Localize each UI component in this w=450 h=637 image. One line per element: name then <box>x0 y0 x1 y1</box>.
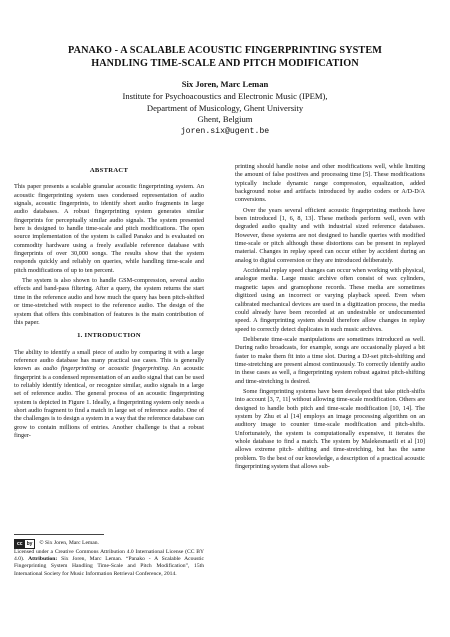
left-column <box>14 160 204 440</box>
intro-text-b: . An acoustic fingerprint is a condensed representation of an audio signal that can be used to reliably identify identical, or recognize similar, audio signals in a large set of reference audio. The general process of an acoustic fingerprinting system is depicted in Figure 1. Ideally, a fingerprinting system only needs a short audio fragment to find a match in large set of reference audio. One of the challenges is to design a system in a way that the reference database can grow to contain millions of entries. Another challenge is that a robust finger- <box>14 365 204 439</box>
right-paragraph-3: Accidental replay speed changes can occur when working with physical, analogue media. Large music archive often consist of wax cylinders, magnetic tapes and gramophone records. These media are sometimes digitized using an incorrect or varying playback speed. Even when calibrated mechanical devices are used in a digitization process, the media could already have been recorded at an undesirable or undocumented speed. A fingerprinting system should therefore allow changes in replay speed to correctly detect duplicates in such music archives. <box>235 267 425 333</box>
abstract-paragraph-2: The system is also shown to handle GSM-compression, several audio effects and band-pass filtering. After a query, the system returns the start time in the reference audio and how much the query has been pitch-shifted or time-stretched with respect to the reference audio. The design of the system that offers this combination of features is the main contribution of this paper. <box>14 277 204 326</box>
right-paragraph-1: printing should handle noise and other modifications well, while limiting the amount of false positives and processing time [5]. These modifications typically include dynamic range compression, equalization, added background noise and artifacts introduced by audio coders or A/D-D/A conversions. <box>235 163 425 204</box>
license-footnote <box>14 534 204 578</box>
title-line-2: HANDLING TIME-SCALE AND PITCH MODIFICATION <box>91 58 359 69</box>
copyright-text: © Six Joren, Marc Leman. <box>39 540 99 547</box>
abstract-heading: ABSTRACT <box>89 167 129 174</box>
attribution-label: Attribution: <box>28 556 58 563</box>
intro-paragraph-1 <box>14 349 204 441</box>
author-block <box>20 79 430 138</box>
cc-by-icon <box>14 539 35 549</box>
right-paragraph-5: Some fingerprinting systems have been developed that take pitch-shifts into account [3, 7, 11] without allowing time-scale modification. Others are designed to handle both pitch and time-scale modification [10, 14]. The system by Zhu et al [14] employs an image processing algorithm on an auditory image to counter time-scale modification and pitch-shifts. Unfortunately, the system is computationally expensive, it iterates the whole database to find a match. The system by Malekesmaeili et al [10] allows extreme pitch- shifting and time-stretching, but has the same problem. To the best of our knowledge, a description of a practical acoustic fingerprinting system that allows sub- <box>235 387 425 471</box>
author-names: Six Joren, Marc Leman <box>181 79 269 89</box>
cc-label: cc <box>17 541 23 547</box>
right-paragraph-4: Deliberate time-scale manipulations are sometimes introduced as well. During radio broadcasts, for example, songs are occasionally played a bit faster to make them fit into a time slot. During a DJ-set pitch-shifting and time-stretching are present almost continuously. To correctly identify audio in these cases as well, a fingerprinting system robust against pitch-shifting and time-stretching is desired. <box>235 335 425 385</box>
right-column <box>235 163 425 471</box>
cc-row <box>14 539 204 549</box>
license-text-b: Six Joren, Marc Leman. “Panako - A Scalable Acoustic Fingerprinting System Handling Time-Scale and Pitch Modification”, 15th International Society for Music Information Retrieval Conference, 2014. <box>14 556 204 577</box>
affiliation-1: Institute for Psychoacoustics and Electronic Music (IPEM), <box>122 90 328 101</box>
title-line-1: PANAKO - A SCALABLE ACOUSTIC FINGERPRINTING SYSTEM <box>68 45 382 56</box>
right-paragraph-2: Over the years several efficient acoustic fingerprinting methods have been introduced [1, 6, 8, 13]. These methods perform well, even with degraded audio quality and with industrial sized reference databases. However, these systems are not designed to handle queries with modified time-scale or pitch although these distortions can be present in replayed material. Changes in replay speed can occur either by accident during an analog to digital conversion or they are introduced deliberately. <box>235 206 425 264</box>
intro-emphasis: audio fingerprinting or acoustic fingerprinting <box>43 365 168 373</box>
intro-text-a: The ability to identify a small piece of audio by comparing it with a large reference audio database has many practical use cases. This is generally known as <box>14 348 204 373</box>
license-text <box>14 549 204 578</box>
footnote-rule <box>14 534 104 535</box>
license-text-a: Licensed under a Creative Commons Attribution 4.0 International License (CC BY 4.0). <box>14 549 204 563</box>
abstract-paragraph-1: This paper presents a scalable granular acoustic fingerprinting system. An acoustic fingerprinting system uses condensed representation of audio signals, acoustic fingerprints, to identify short audio fragments in large audio databases. A robust fingerprinting system generates similar fingerprints for perceptually similar audio signals. The system presented here is designed to handle time-scale and pitch modifications. The open source implementation of the system is called Panako and is evaluated on commodity hardware using a freely available reference database with fingerprints of over 30,000 songs. The results show that the system responds quickly and reliably on queries, while handling time-scale and pitch modifications of up to ten percent. <box>14 183 204 274</box>
author-email[interactable]: joren.six@ugent.be <box>180 127 270 137</box>
introduction-heading: 1. INTRODUCTION <box>77 332 141 340</box>
paper-title <box>20 44 430 70</box>
location: Ghent, Belgium <box>197 114 253 125</box>
by-label: by <box>26 541 33 547</box>
affiliation-2: Department of Musicology, Ghent University <box>146 102 304 113</box>
